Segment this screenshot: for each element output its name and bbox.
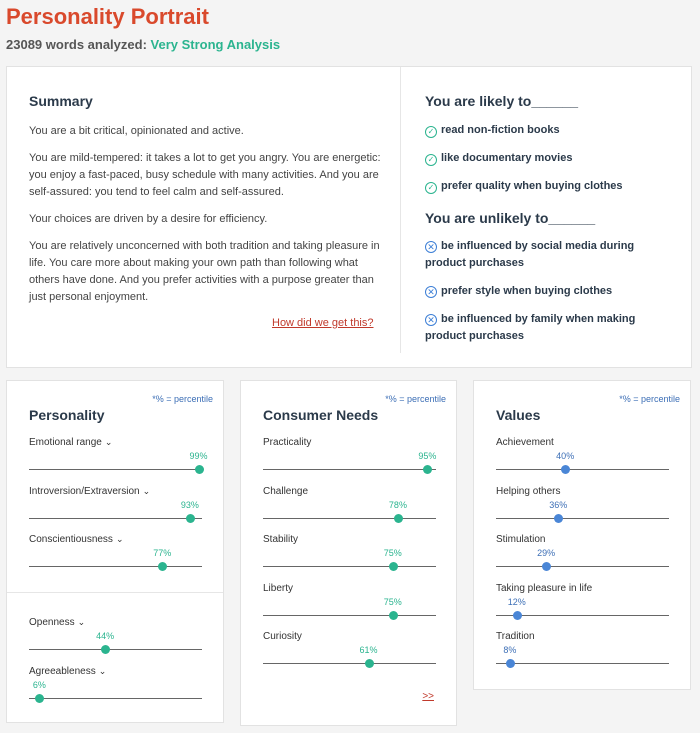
x-circle-icon: ✕ [425,286,437,298]
trait-marker [506,659,515,668]
trait-value: 77% [153,548,172,558]
vertical-divider [400,67,401,353]
trait-marker [542,562,551,571]
need-challenge [263,486,436,530]
trait-toggle[interactable] [29,666,106,677]
values-card [473,380,691,690]
value-achievement [496,437,669,481]
page-title: Personality Portrait [6,4,209,29]
trait-track [263,566,436,567]
trait-marker [35,694,44,703]
trait-track [496,469,669,470]
trait-label: Agreeableness [29,666,96,677]
trait-marker [561,465,570,474]
likely-item-label: like documentary movies [441,152,573,164]
trait-label: Achievement [496,437,554,448]
trait-track [29,518,202,519]
section-divider [7,592,223,593]
trait-label: Challenge [263,486,309,497]
trait-label: Helping others [496,486,561,497]
trait-label: Conscientiousness [29,534,113,545]
x-circle-icon: ✕ [425,314,437,326]
trait-toggle[interactable] [29,486,150,497]
unlikely-item [425,283,675,300]
trait-label: Liberty [263,583,294,594]
trait-value: 75% [383,548,402,558]
x-circle-icon: ✕ [425,241,437,253]
likely-item-label: prefer quality when buying clothes [441,180,623,192]
unlikely-item [425,311,675,345]
trait-value: 8% [503,645,517,655]
trait-value: 12% [507,597,526,607]
how-did-we-get-this-link[interactable]: How did we get this? [272,317,374,329]
trait-label: Tradition [496,631,535,642]
percentile-note: *% = percentile [385,394,446,404]
consumer-needs-title: Consumer Needs [263,407,379,423]
need-curiosity [263,631,436,675]
trait-introversion-extraversion[interactable] [29,486,202,530]
trait-label: Introversion/Extraversion [29,486,140,497]
trait-track [496,566,669,567]
likely-item-label: read non-fiction books [441,124,560,136]
check-circle-icon: ✓ [425,182,437,194]
trait-value: 93% [180,500,199,510]
likely-title: You are likely to______ [425,93,579,109]
value-helping-others [496,486,669,530]
summary-paragraph: You are mild-tempered: it takes a lot to get you angry. You are energetic: you enjoy a fast-paced, busy schedule with many activities. And you are self-assured: you tend to feel calm and self-assured. [29,152,381,198]
trait-track [496,518,669,519]
chevron-down-icon: ⌄ [115,534,124,544]
trait-conscientiousness[interactable] [29,534,202,578]
chevron-down-icon: ⌄ [77,617,86,627]
trait-track [263,615,436,616]
trait-toggle[interactable] [29,534,123,545]
trait-label: Stability [263,534,299,545]
analysis-strength: Very Strong Analysis [150,37,281,52]
trait-marker [389,562,398,571]
trait-label: Taking pleasure in life [496,583,593,594]
unlikely-item-label: be influenced by social media during product purchases [425,240,635,269]
trait-track [496,663,669,664]
trait-value: 6% [32,680,46,690]
trait-label: Openness [29,617,75,628]
trait-track [29,469,202,470]
chevron-down-icon: ⌄ [142,486,151,496]
trait-marker [158,562,167,571]
check-circle-icon: ✓ [425,154,437,166]
trait-value: 95% [418,451,437,461]
trait-value: 40% [556,451,575,461]
summary-card [6,66,692,368]
personality-card [6,380,224,723]
trait-marker [423,465,432,474]
trait-marker [554,514,563,523]
trait-openness[interactable] [29,617,202,661]
value-stimulation [496,534,669,578]
word-count: 23089 words analyzed: [6,37,147,52]
summary-paragraph: You are a bit critical, opinionated and active. [29,125,244,137]
need-stability [263,534,436,578]
summary-paragraph: Your choices are driven by a desire for efficiency. [29,213,268,225]
trait-label: Stimulation [496,534,546,545]
consumer-needs-card [240,380,457,726]
likely-item [425,122,675,139]
unlikely-item-label: prefer style when buying clothes [441,285,613,297]
trait-track [496,615,669,616]
chevron-down-icon: ⌄ [98,666,107,676]
trait-value: 29% [537,548,556,558]
summary-text [29,123,384,316]
trait-toggle[interactable] [29,437,112,448]
percentile-note: *% = percentile [152,394,213,404]
trait-marker [186,514,195,523]
trait-agreeableness[interactable] [29,666,202,710]
trait-value: 99% [189,451,208,461]
trait-value: 61% [359,645,378,655]
summary-paragraph: You are relatively unconcerned with both tradition and taking pleasure in life. You care more about making your own path than following what others have done. And you prefer activities with a purpose greater than just personal enjoyment. [29,240,380,303]
values-title: Values [496,407,541,423]
trait-marker [389,611,398,620]
likely-item [425,178,675,195]
trait-marker [101,645,110,654]
value-tradition [496,631,669,675]
trait-value: 36% [549,500,568,510]
trait-marker [513,611,522,620]
more-link[interactable]: >> [422,691,434,702]
trait-track [263,469,436,470]
trait-value: 44% [96,631,115,641]
trait-marker [394,514,403,523]
likely-list [425,122,675,206]
trait-track [29,698,202,699]
check-circle-icon: ✓ [425,126,437,138]
trait-toggle[interactable] [29,617,85,628]
trait-track [263,663,436,664]
value-taking-pleasure-in-life [496,583,669,627]
unlikely-item-label: be influenced by family when making product purchases [425,313,636,342]
likely-item [425,150,675,167]
trait-label: Emotional range [29,437,102,448]
summary-title: Summary [29,93,93,109]
trait-track [263,518,436,519]
percentile-note: *% = percentile [619,394,680,404]
trait-track [29,649,202,650]
trait-emotional-range[interactable] [29,437,208,481]
analysis-subtitle [6,37,280,52]
trait-marker [365,659,374,668]
trait-label: Practicality [263,437,312,448]
unlikely-list [425,238,675,356]
chevron-down-icon: ⌄ [104,437,113,447]
personality-title: Personality [29,407,105,423]
need-practicality [263,437,436,481]
need-liberty [263,583,436,627]
unlikely-item [425,238,675,272]
trait-marker [195,465,204,474]
trait-track [29,566,202,567]
trait-label: Curiosity [263,631,302,642]
unlikely-title: You are unlikely to______ [425,210,596,226]
trait-value: 75% [383,597,402,607]
trait-value: 78% [388,500,407,510]
